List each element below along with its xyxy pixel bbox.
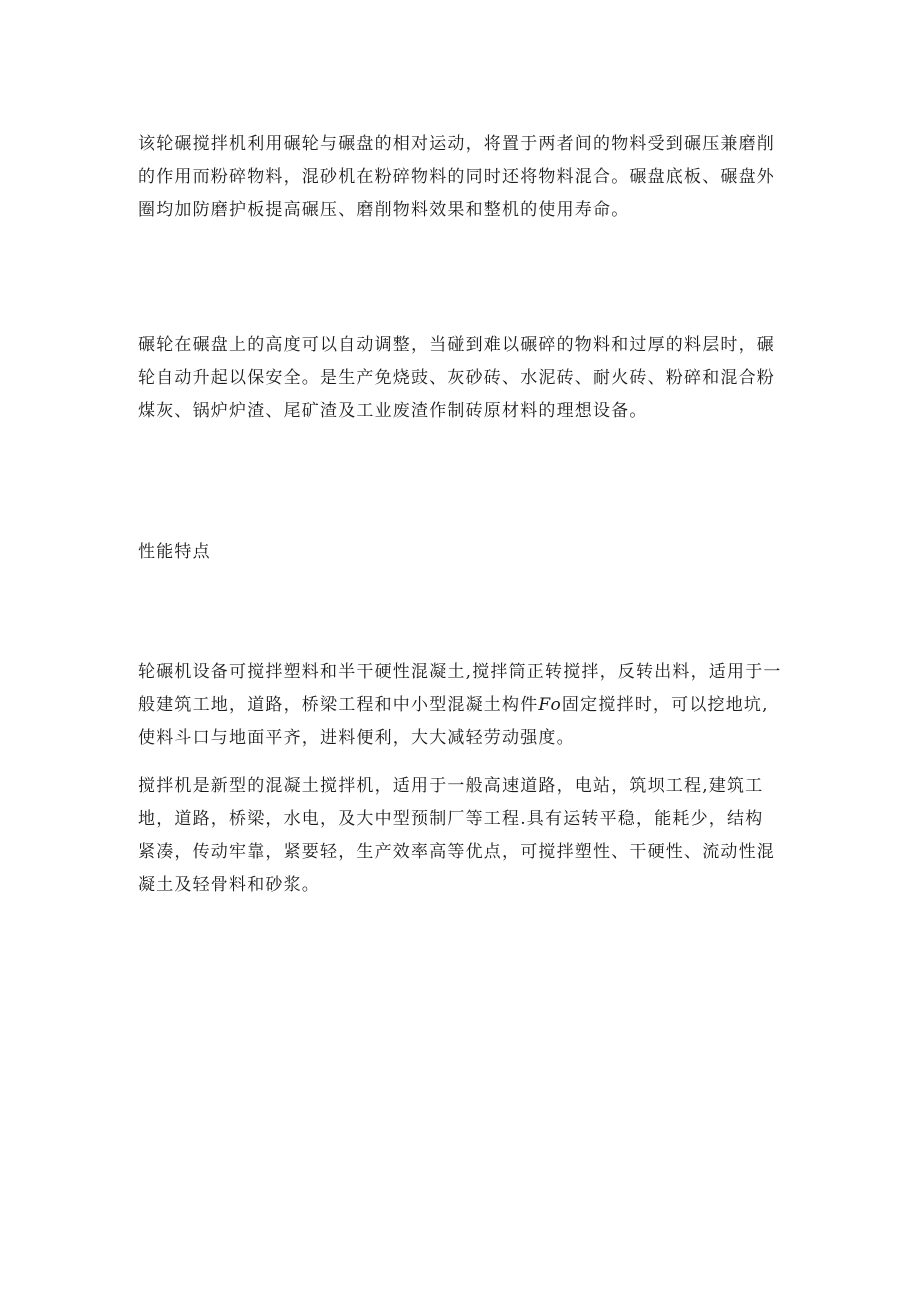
paragraph-features [138,656,798,755]
paragraph-line: 圈均加防磨护板提高碾压、磨削物料效果和整机的使用寿命。 [138,200,630,220]
paragraph-line: 轮碾机设备可搅拌塑料和半干硬性混凝土,搅拌筒正转搅拌，反转出料，适用于一 [138,662,782,682]
paragraph-line: 该轮碾搅拌机利用碾轮与碾盘的相对运动，将置于两者间的物料受到碾压兼磨削 [138,134,775,154]
paragraph-adjustment [138,329,798,428]
paragraph-line: 地，道路，桥梁，水电，及大中型预制厂等工程.具有运转平稳，能耗少，结构 [138,809,764,829]
paragraph-line: 使料斗口与地面平齐，进料便利，大大减轻劳动强度。 [138,728,575,748]
paragraph-line: 煤灰、锅炉炉渣、尾矿渣及工业废渣作制砖原材料的理想设备。 [138,401,648,421]
paragraph-mixer [138,770,798,902]
section-heading: 性能特点 [138,542,211,562]
math-symbol: Fo [538,695,562,715]
line-text-after-math: 固定搅拌时，可以挖地坑, [561,695,769,715]
paragraph-intro [138,128,798,227]
paragraph-line: 凝土及轻骨料和砂浆。 [138,875,320,895]
paragraph-line: 搅拌机是新型的混凝土搅拌机，适用于一般高速道路，电站，筑坝工程,建筑工 [138,776,764,796]
paragraph-line: 碾轮在碾盘上的高度可以自动调整，当碰到难以碾碎的物料和过厚的料层时，碾 [138,335,775,355]
line-text-before-math: 般建筑工地，道路，桥梁工程和中小型混凝土构件 [138,695,539,715]
paragraph-line: 紧凑，传动牢靠，紧要轻，生产效率高等优点，可搅拌塑性、干硬性、流动性混 [138,842,775,862]
paragraph-line: 轮自动升起以保安全。是生产免烧豉、灰砂砖、水泥砖、耐火砖、粉碎和混合粉 [138,368,775,388]
paragraph-line-with-math [138,689,798,722]
paragraph-line: 的作用而粉碎物料，混砂机在粉碎物料的同时还将物料混合。碾盘底板、碾盘外 [138,167,775,187]
